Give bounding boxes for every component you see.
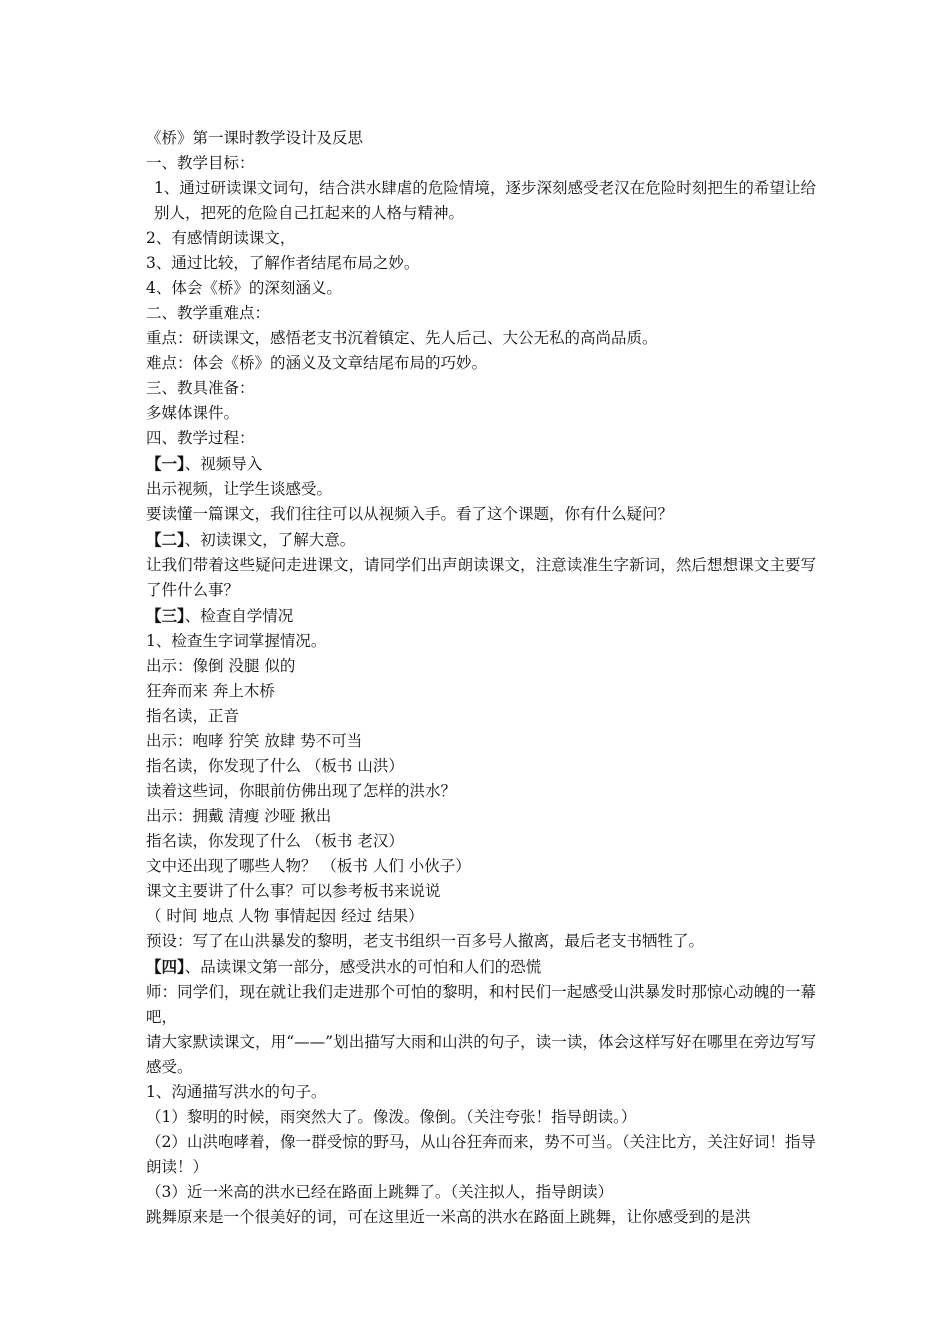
step-heading-4 (146, 954, 816, 980)
step-title: 、检查自学情况 (184, 607, 294, 625)
paragraph: 读着这些词，你眼前仿佛出现了怎样的洪水？ (146, 782, 457, 800)
step-heading-2 (146, 527, 816, 553)
section-heading-key-points: 二、教学重难点： (146, 304, 271, 322)
difficult-point: 难点：体会《桥》的涵义及文章结尾布局的巧妙。 (146, 354, 488, 372)
key-point: 重点：研读课文，感悟老支书沉着镇定、先人后己、大公无私的高尚品质。 (146, 329, 658, 347)
paragraph: 文中还出现了哪些人物？ （板书 人们 小伙子） (146, 857, 471, 875)
document-title: 《桥》第一课时教学设计及反思 (146, 129, 364, 147)
paragraph: 出示视频，让学生谈感受。 (146, 480, 333, 498)
step-bracket: 【三】 (146, 606, 185, 625)
objective-item-2: 2、有感情朗读课文， (146, 229, 296, 247)
paragraph: 课文主要讲了什么事？可以参考板书来说说 (146, 882, 441, 900)
step-bracket: 【四】 (146, 957, 185, 976)
step-title: 、视频导入 (184, 455, 263, 473)
paragraph: 请大家默读课文，用“——”划出描写大雨和山洪的句子，读一读，体会这样写好在哪里在旁边写写感受。 (146, 1033, 816, 1076)
paragraph: 指名读，你发现了什么 （板书 山洪） (146, 757, 404, 775)
paragraph: （2）山洪咆哮着，像一群受惊的野马，从山谷狂奔而来，势不可当。（关注比方，关注好词！指导朗读！） (146, 1133, 816, 1176)
paragraph: （3）近一米高的洪水已经在路面上跳舞了。（关注拟人，指导朗读） (146, 1183, 614, 1201)
section-heading-objectives: 一、教学目标： (146, 154, 255, 172)
paragraph: 让我们带着这些疑问走进课文，请同学们出声朗读课文，注意读准生字新词，然后想想课文主要写了件什么事？ (146, 556, 816, 599)
paragraph: 出示：像倒 没腿 似的 (146, 657, 296, 675)
paragraph: 狂奔而来 奔上木桥 (146, 682, 275, 700)
step-title: 、品读课文第一部分，感受洪水的可怕和人们的恐慌 (184, 958, 542, 976)
paragraph: 1、沟通描写洪水的句子。 (146, 1083, 327, 1101)
paragraph: 指名读，你发现了什么 （板书 老汉） (146, 832, 404, 850)
paragraph: 跳舞原来是一个很美好的词，可在这里近一米高的洪水在路面上跳舞，让你感受到的是洪 (146, 1208, 751, 1226)
paragraph: （ 时间 地点 人物 事情起因 经过 结果） (146, 907, 424, 925)
objective-item-1: 1、通过研读课文词句，结合洪水肆虐的危险情境，逐步深刻感受老汉在危险时刻把生的希望让给别人，把死的危险自己扛起来的人格与精神。 (154, 179, 816, 222)
step-title: 、初读课文，了解大意。 (184, 531, 356, 549)
paragraph: 要读懂一篇课文，我们往往可以从视频入手。看了这个课题，你有什么疑问？ (146, 505, 674, 523)
document-body (146, 126, 816, 1230)
paragraph: 师：同学们，现在就让我们走进那个可怕的黎明，和村民们一起感受山洪暴发时那惊心动魄的一幕吧， (146, 983, 816, 1026)
step-heading-1 (146, 451, 816, 477)
paragraph: 指名读，正音 (146, 707, 240, 725)
section-heading-materials: 三、教具准备： (146, 379, 255, 397)
step-bracket: 【一】 (146, 454, 185, 473)
step-heading-3 (146, 603, 816, 629)
paragraph: 预设：写了在山洪暴发的黎明，老支书组织一百多号人撤离，最后老支书牺牲了。 (146, 932, 705, 950)
objective-item-4: 4、体会《桥》的深刻涵义。 (146, 279, 342, 297)
paragraph: 出示：拥戴 清瘦 沙哑 揪出 (146, 807, 332, 825)
paragraph: （1）黎明的时候，雨突然大了。像泼。像倒。（关注夸张！指导朗读。） (146, 1108, 637, 1126)
section-heading-process: 四、教学过程： (146, 429, 255, 447)
step-bracket: 【二】 (146, 530, 185, 549)
paragraph: 1、检查生字词掌握情况。 (146, 632, 327, 650)
objective-item-3: 3、通过比较，了解作者结尾布局之妙。 (146, 254, 420, 272)
paragraph: 出示：咆哮 狞笑 放肆 势不可当 (146, 732, 363, 750)
materials-item: 多媒体课件。 (146, 404, 240, 422)
